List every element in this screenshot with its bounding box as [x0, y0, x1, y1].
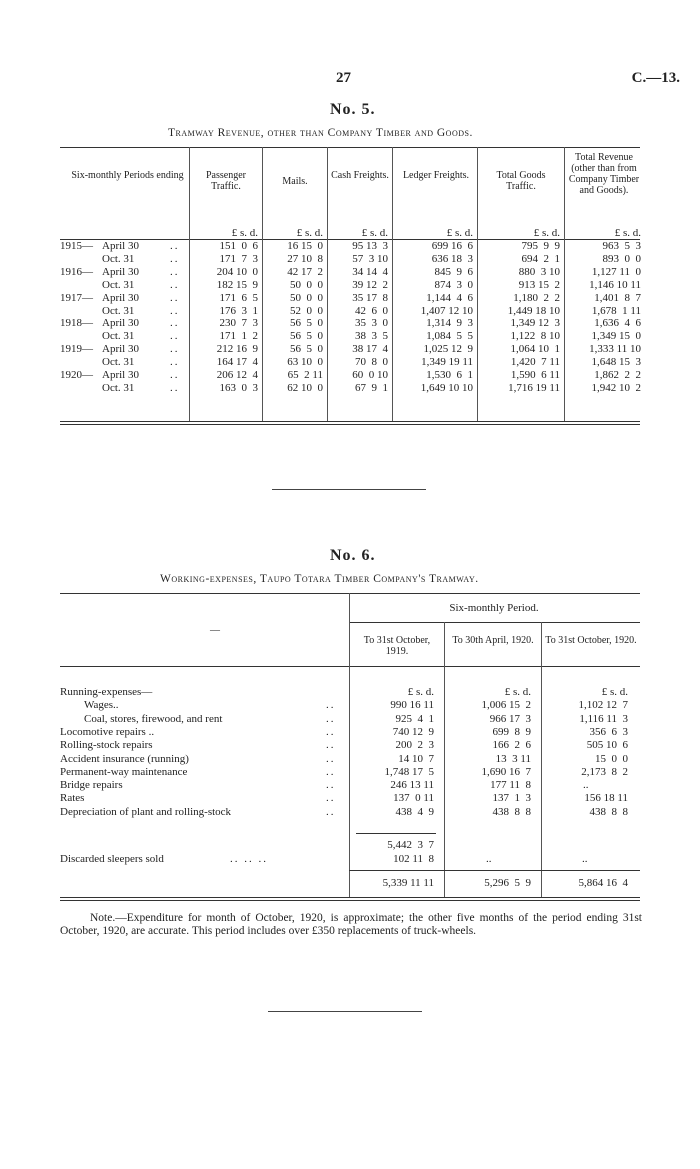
t6-blank-header: —	[210, 625, 220, 636]
t5-leader-dots: ..	[170, 343, 180, 356]
t6-total: 5,296 5 9	[484, 877, 531, 889]
t5-cell-mails: 42 17 2	[287, 265, 323, 278]
table5-number: No. 5.	[330, 101, 376, 118]
t5-cell-passenger: 204 10 0	[216, 265, 258, 278]
t5-cell-mails: 56 5 0	[290, 343, 323, 356]
t5-cell-cash: 34 14 4	[352, 265, 388, 278]
t5-cell-mails: 62 10 0	[287, 381, 323, 394]
t5-cell-passenger: 182 15 9	[216, 278, 258, 291]
t5-cell-ledger: 1,530 6 1	[426, 369, 473, 381]
t6-cell: 438 4 9	[395, 805, 434, 818]
t5-cell-passenger: 171 7 3	[219, 252, 258, 265]
t5-row-year: 1916—	[60, 265, 93, 278]
t5-cell-total-goods: 1,064 10 1	[510, 343, 560, 356]
t6-cell: 166 2 6	[492, 739, 531, 752]
section-divider	[272, 489, 426, 490]
t5-cell-total-goods: 880 3 10	[518, 265, 560, 278]
t5-leader-dots: ..	[170, 291, 180, 304]
t6-sleepers-label: Discarded sleepers sold	[60, 853, 164, 865]
t5-leader-dots: ..	[170, 265, 180, 278]
t6-cell: 15 0 0	[595, 752, 628, 765]
t5-cell-ledger: 636 18 3	[431, 252, 473, 265]
t5-leader-dots: ..	[170, 278, 180, 291]
t6-units: £ s. d.	[504, 686, 531, 698]
t5-header-passenger: Passenger Traffic.	[206, 170, 246, 192]
t6-leader-dots: ..	[326, 805, 336, 818]
t5-cell-total-revenue: 1,942 10 2	[591, 381, 641, 394]
t6-cell: 438 8 8	[589, 805, 628, 818]
t6-cell: 356 6 3	[589, 725, 628, 738]
t6-cell: 966 17 3	[489, 712, 531, 725]
t6-leader-dots: ..	[326, 739, 336, 752]
t6-cell: 925 4 1	[395, 712, 434, 725]
t5-row-year: 1917—	[60, 291, 93, 304]
t6-vline	[349, 593, 350, 898]
t6-cell: 177 11 8	[490, 779, 531, 792]
t5-cell-total-goods: 1,122 8 10	[510, 330, 560, 343]
t6-subtotal: 5,442 3 7	[387, 839, 434, 851]
t5-row-period: Oct. 31	[102, 278, 135, 291]
t5-cell-ledger: 1,407 12 10	[420, 304, 473, 317]
t5-units: £ s. d.	[231, 227, 258, 239]
t6-row-label: Accident insurance (running)	[60, 752, 189, 765]
t5-row-period: Oct. 31	[102, 381, 135, 394]
t5-vline	[327, 147, 328, 422]
t6-vline	[444, 622, 445, 898]
t6-cell: 137 0 11	[393, 792, 434, 805]
t6-units: £ s. d.	[601, 686, 628, 698]
t5-cell-ledger: 1,349 19 11	[421, 356, 473, 369]
t5-units: £ s. d.	[296, 227, 323, 239]
t5-header-total-goods: Total Goods Traffic.	[496, 170, 546, 192]
t6-sleepers-value: ..	[582, 853, 588, 865]
table5-title: Tramway Revenue, other than Company Timber and Goods.	[168, 127, 473, 139]
t5-row-period: April 30	[102, 343, 139, 356]
t6-row-label: Permanent-way maintenance	[60, 765, 188, 778]
t5-cell-cash: 67 9 1	[355, 381, 388, 394]
page-number: 27	[336, 70, 351, 86]
t5-vline	[189, 147, 190, 422]
t5-cell-cash: 35 3 0	[355, 317, 388, 330]
t6-col-header-3: To 31st October, 1920.	[545, 635, 637, 646]
t6-row-label: Running-expenses—	[60, 686, 153, 698]
t5-cell-total-revenue: 1,127 11 0	[591, 265, 641, 278]
table5-end-rule-double	[60, 424, 640, 425]
t5-cell-ledger: 845 9 6	[434, 265, 473, 278]
t6-leader-dots: ..	[326, 752, 336, 765]
footnote: Note.—Expenditure for month of October, 1920, is approximate; the other five months of the period ending 31st October, 1920, are accurate. This period includes over £350 replacements of truck-wheels.	[60, 912, 642, 937]
t5-cell-passenger: 206 12 4	[216, 369, 258, 381]
t5-header-ledger: Ledger Freights.	[402, 170, 470, 181]
t5-cell-mails: 56 5 0	[290, 317, 323, 330]
t6-cell: 1,748 17 5	[384, 765, 434, 778]
t5-row-year: 1919—	[60, 343, 93, 356]
t6-cell: 505 10 6	[586, 739, 628, 752]
t5-cell-total-goods: 795 9 9	[521, 240, 560, 252]
t5-cell-total-revenue: 1,648 15 3	[591, 356, 641, 369]
t5-cell-cash: 35 17 8	[352, 291, 388, 304]
t5-cell-total-goods: 1,349 12 3	[510, 317, 560, 330]
t5-cell-ledger: 874 3 0	[434, 278, 473, 291]
t6-leader-dots: ..	[326, 765, 336, 778]
t5-cell-total-goods: 1,420 7 11	[510, 356, 560, 369]
t5-cell-total-revenue: 893 0 0	[602, 252, 641, 265]
closing-divider	[268, 1011, 422, 1012]
table6-top-rule	[60, 593, 640, 594]
t6-total: 5,339 11 11	[382, 877, 434, 889]
t6-col-header-2: To 30th April, 1920.	[452, 635, 534, 646]
t5-vline	[564, 147, 565, 422]
t5-cell-mails: 56 5 0	[290, 330, 323, 343]
t5-cell-mails: 52 0 0	[290, 304, 323, 317]
t5-cell-total-goods: 1,449 18 10	[507, 304, 560, 317]
t5-cell-passenger: 230 7 3	[219, 317, 258, 330]
t5-header-mails: Mails.	[282, 176, 308, 187]
t6-leader-dots: ..	[326, 792, 336, 805]
t5-leader-dots: ..	[170, 304, 180, 317]
t5-cell-passenger: 176 3 1	[219, 304, 258, 317]
t6-cell: 2,173 8 2	[581, 765, 628, 778]
t5-vline	[262, 147, 263, 422]
t5-cell-total-goods: 1,590 6 11	[510, 369, 560, 381]
t6-row-label: Rates	[60, 792, 85, 805]
t5-vline	[392, 147, 393, 422]
t5-cell-mails: 63 10 0	[287, 356, 323, 369]
document-reference: C.—13.	[631, 70, 680, 86]
t6-units: £ s. d.	[407, 686, 434, 698]
t6-sleepers-value: 102 11 8	[393, 853, 434, 865]
t5-cell-total-revenue: 1,401 8 7	[594, 291, 641, 304]
t5-row-period: Oct. 31	[102, 356, 135, 369]
t5-cell-mails: 50 0 0	[290, 278, 323, 291]
t5-cell-passenger: 151 0 6	[219, 240, 258, 252]
t6-cell: 1,006 15 2	[481, 699, 531, 712]
t6-cell: 200 2 3	[395, 739, 434, 752]
t5-row-period: April 30	[102, 369, 139, 381]
t6-vline	[541, 622, 542, 898]
t5-cell-passenger: 163 0 3	[219, 381, 258, 394]
t6-cell: 246 13 11	[390, 779, 434, 792]
t5-cell-cash: 57 3 10	[352, 252, 388, 265]
t6-row-label: Wages..	[84, 699, 119, 712]
t6-leader-dots: ..	[326, 712, 336, 725]
t5-row-period: April 30	[102, 265, 139, 278]
t6-total: 5,864 16 4	[578, 877, 628, 889]
t5-cell-total-goods: 913 15 2	[518, 278, 560, 291]
t5-row-period: April 30	[102, 291, 139, 304]
t5-cell-total-goods: 1,180 2 2	[513, 291, 560, 304]
t5-leader-dots: ..	[170, 330, 180, 343]
t5-header-total-revenue: Total Revenue (other than from Company Timber and Goods).	[568, 152, 640, 196]
table5-end-rule	[60, 421, 640, 422]
t5-cell-mails: 50 0 0	[290, 291, 323, 304]
t5-cell-total-revenue: 1,333 11 10	[589, 343, 641, 356]
t5-cell-total-revenue: 1,636 4 6	[594, 317, 641, 330]
t5-cell-ledger: 699 16 6	[431, 240, 473, 252]
t6-row-label: Coal, stores, firewood, and rent	[84, 712, 223, 725]
t5-cell-passenger: 171 1 2	[219, 330, 258, 343]
t5-cell-mails: 16 15 0	[287, 240, 323, 252]
t6-cell: 137 1 3	[492, 792, 531, 805]
t5-leader-dots: ..	[170, 356, 180, 369]
t5-row-period: April 30	[102, 240, 139, 252]
t5-cell-total-revenue: 1,678 1 11	[591, 304, 641, 317]
t5-units: £ s. d.	[446, 227, 473, 239]
t5-units: £ s. d.	[361, 227, 388, 239]
t5-cell-ledger: 1,144 4 6	[426, 291, 473, 304]
t5-row-period: Oct. 31	[102, 304, 135, 317]
t6-sleepers-value: ..	[486, 853, 492, 865]
t5-header-period: Six-monthly Periods ending	[71, 170, 184, 181]
t6-leader-dots: ..	[326, 699, 336, 712]
table6-title: Working-expenses, Taupo Totara Timber Company's Tramway.	[160, 573, 479, 585]
t6-leader-dots: .. .. ..	[230, 853, 268, 865]
t5-cell-cash: 39 12 2	[352, 278, 388, 291]
t6-total-rule	[349, 870, 640, 871]
t5-cell-total-goods: 1,716 19 11	[508, 381, 560, 394]
table6-end-rule-double	[60, 900, 640, 901]
t5-cell-mails: 27 10 8	[287, 252, 323, 265]
t5-row-year: 1915—	[60, 240, 93, 252]
t5-row-period: April 30	[102, 317, 139, 330]
t5-cell-passenger: 171 6 5	[219, 291, 258, 304]
t6-cell: 699 8 9	[492, 725, 531, 738]
t5-cell-cash: 95 13 3	[352, 240, 388, 252]
t6-subtotal-rule	[356, 833, 436, 834]
t5-cell-total-goods: 694 2 1	[521, 252, 560, 265]
t5-cell-mails: 65 2 11	[287, 369, 323, 381]
t6-cell: 740 12 9	[392, 725, 434, 738]
t5-cell-passenger: 164 17 4	[216, 356, 258, 369]
t5-row-year: 1920—	[60, 369, 93, 381]
table6-header-bottom-rule	[60, 666, 640, 667]
t5-cell-cash: 38 17 4	[352, 343, 388, 356]
t6-cell: 438 8 8	[492, 805, 531, 818]
t6-cell: 1,102 12 7	[578, 699, 628, 712]
t5-leader-dots: ..	[170, 317, 180, 330]
t5-cell-cash: 42 6 0	[355, 304, 388, 317]
t6-cell: 156 18 11	[584, 792, 628, 805]
t5-cell-cash: 38 3 5	[355, 330, 388, 343]
t5-cell-ledger: 1,084 5 5	[426, 330, 473, 343]
table5-top-rule	[60, 147, 640, 148]
t6-row-label: Bridge repairs	[60, 779, 123, 792]
t6-cell: 14 10 7	[398, 752, 434, 765]
t5-cell-passenger: 212 16 9	[216, 343, 258, 356]
t6-row-label: Depreciation of plant and rolling-stock	[60, 805, 232, 818]
t6-row-label: Rolling-stock repairs	[60, 739, 153, 752]
t5-units: £ s. d.	[533, 227, 560, 239]
t5-cell-ledger: 1,025 12 9	[423, 343, 473, 356]
t5-row-period: Oct. 31	[102, 330, 135, 343]
t5-cell-cash: 70 8 0	[355, 356, 388, 369]
t5-cell-ledger: 1,314 9 3	[426, 317, 473, 330]
t5-units: £ s. d.	[614, 227, 641, 239]
table6-end-rule	[60, 897, 640, 898]
t5-cell-total-revenue: 1,862 2 2	[594, 369, 641, 381]
t5-cell-total-revenue: 1,146 10 11	[589, 278, 641, 291]
t6-cell: 990 16 11	[390, 699, 434, 712]
t5-cell-cash: 60 0 10	[352, 369, 388, 381]
t5-leader-dots: ..	[170, 240, 180, 252]
t6-col-header-1: To 31st October, 1919.	[363, 635, 431, 657]
t5-header-cash: Cash Freights.	[331, 170, 389, 181]
t6-cell: ..	[583, 779, 589, 792]
t6-leader-dots: ..	[326, 779, 336, 792]
t5-row-period: Oct. 31	[102, 252, 135, 265]
t5-leader-dots: ..	[170, 369, 180, 381]
t5-row-year: 1918—	[60, 317, 93, 330]
table6-number: No. 6.	[330, 547, 376, 564]
t5-cell-ledger: 1,649 10 10	[420, 381, 473, 394]
t6-row-label: Locomotive repairs ..	[60, 725, 155, 738]
t6-group-rule	[349, 622, 640, 623]
t5-leader-dots: ..	[170, 381, 180, 394]
t6-cell: 1,690 16 7	[481, 765, 531, 778]
t6-cell: 1,116 11 3	[579, 712, 628, 725]
t5-cell-total-revenue: 1,349 15 0	[591, 330, 641, 343]
t6-group-header: Six-monthly Period.	[449, 602, 539, 614]
t5-vline	[477, 147, 478, 422]
t6-leader-dots: ..	[326, 725, 336, 738]
t5-leader-dots: ..	[170, 252, 180, 265]
t6-cell: 13 3 11	[495, 752, 531, 765]
t5-cell-total-revenue: 963 5 3	[602, 240, 641, 252]
